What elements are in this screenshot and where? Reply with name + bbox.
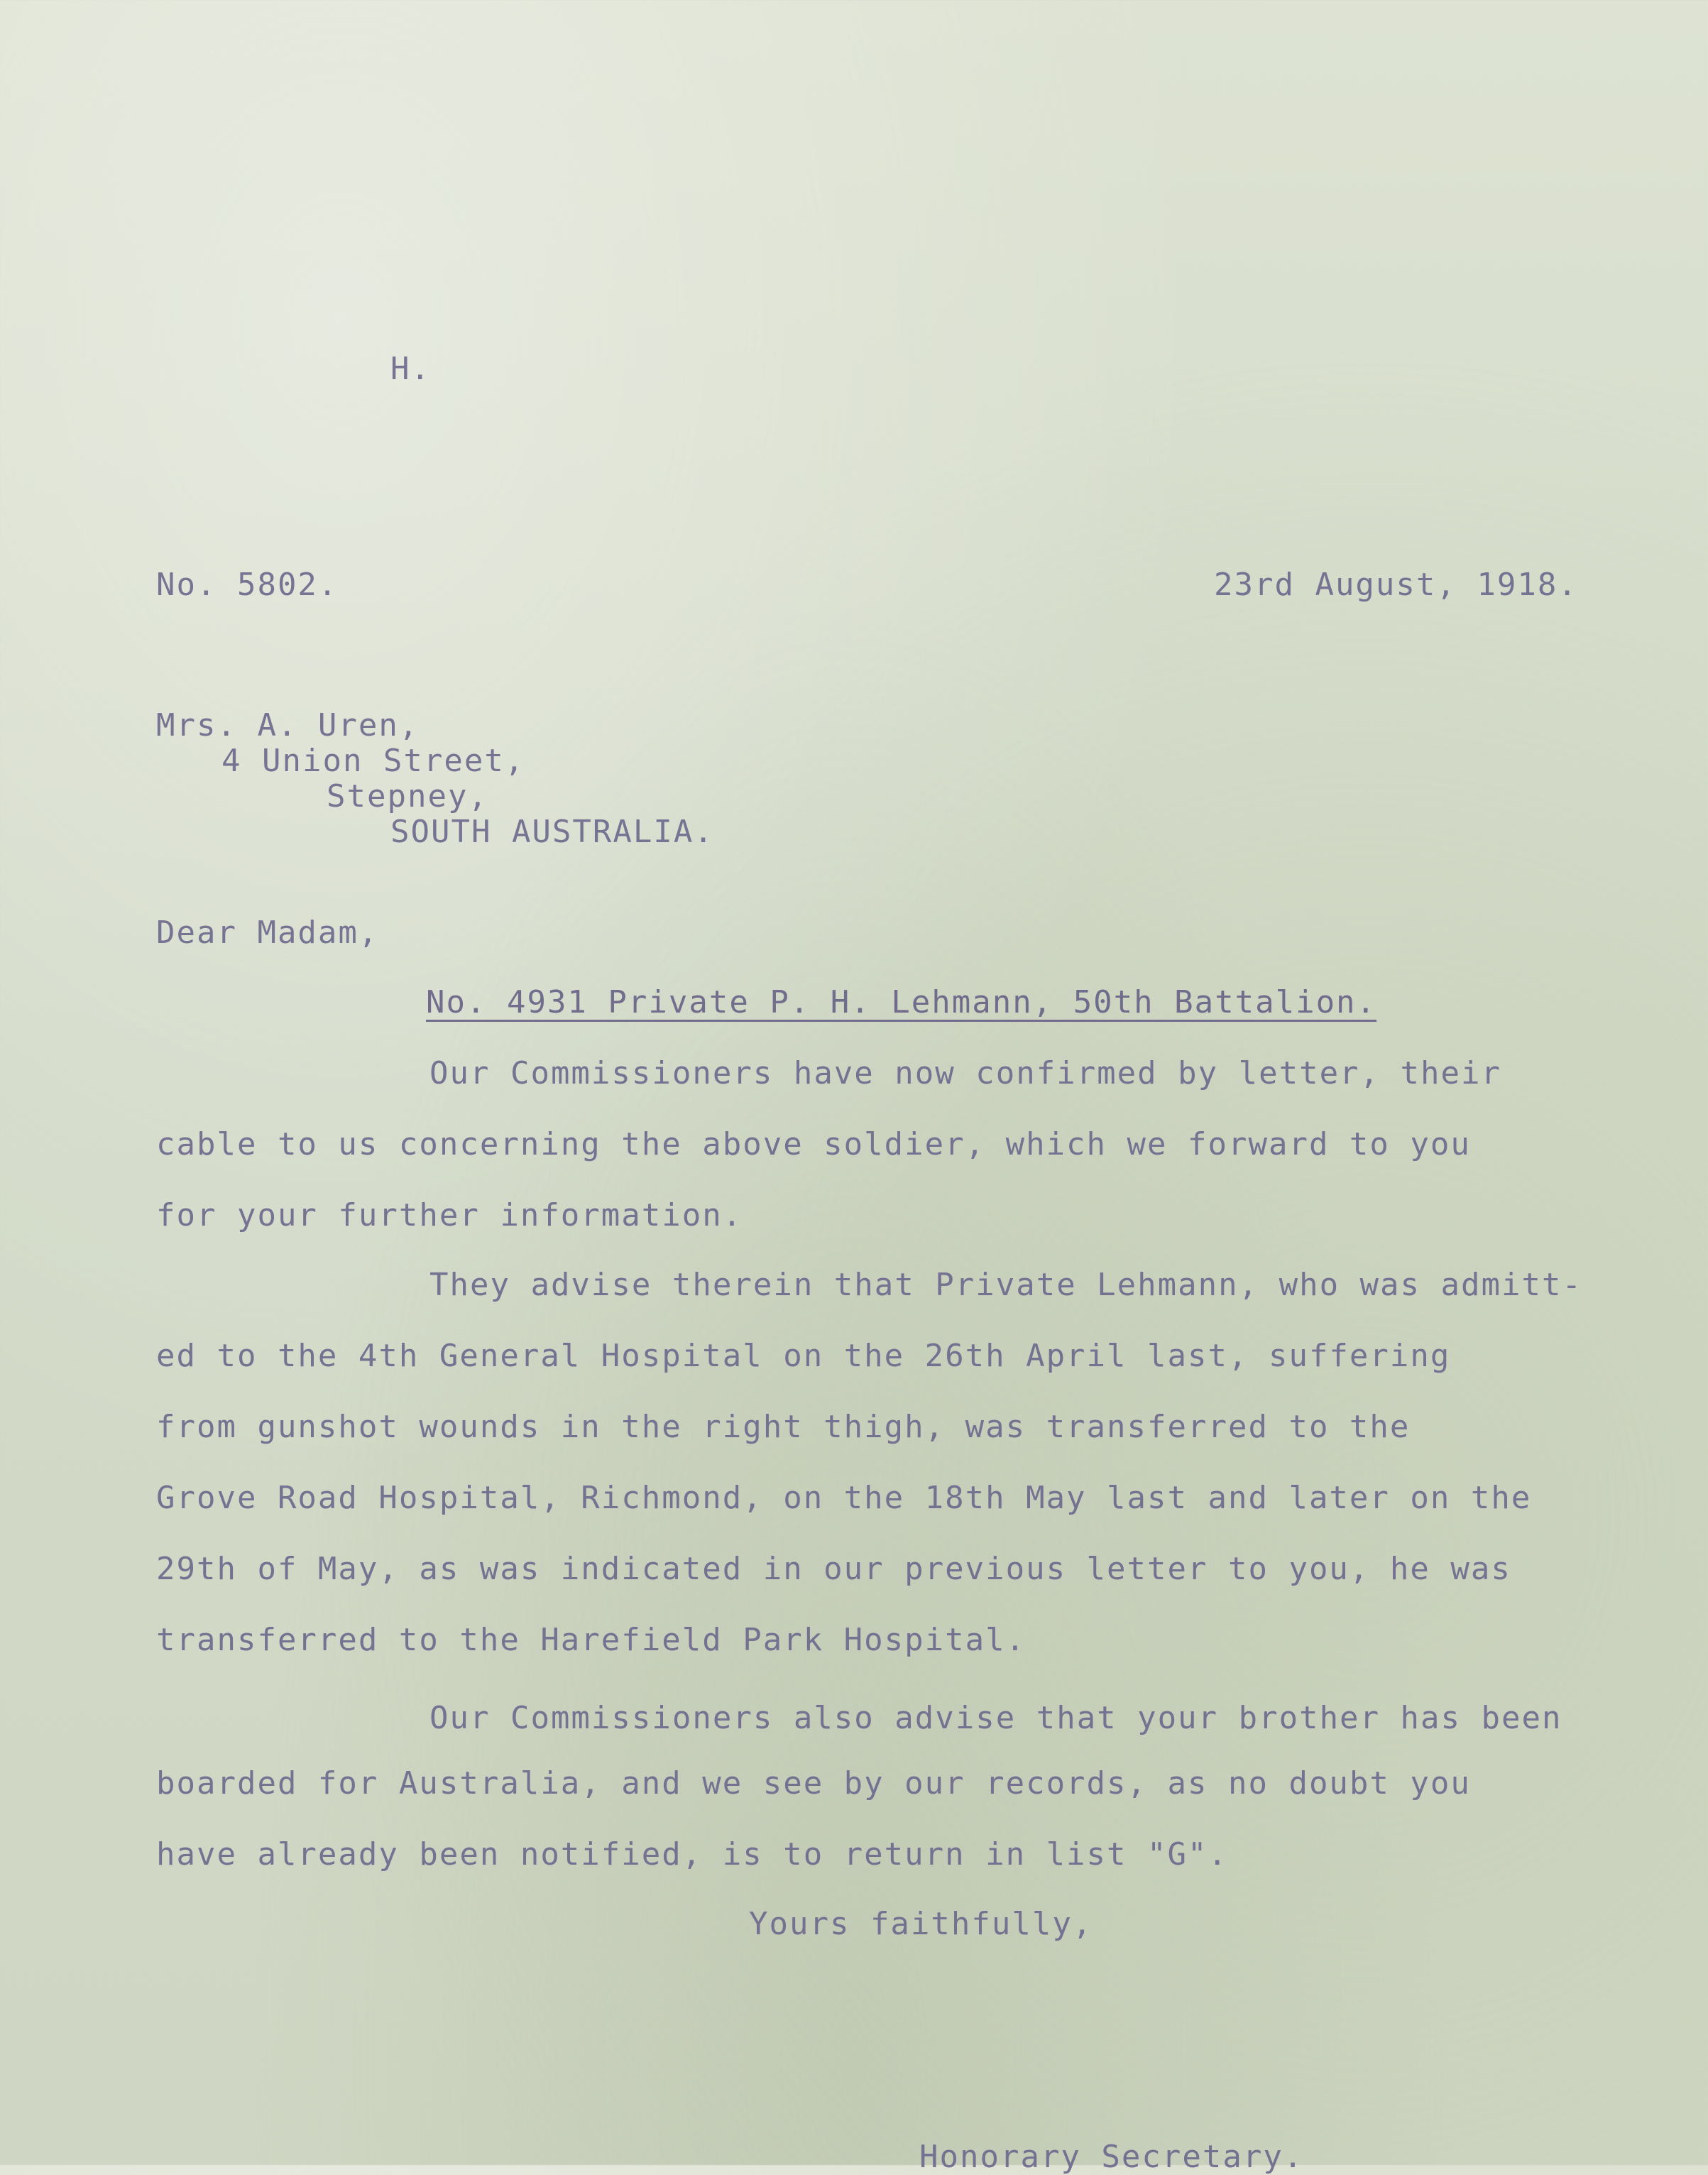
closing: Yours faithfully, [749,1906,1093,1942]
paragraph-line: Our Commissioners also advise that your brother has been [429,1700,1562,1736]
paragraph-line: 29th of May, as was indicated in our previous letter to you, he was [156,1551,1511,1587]
address-line: SOUTH AUSTRALIA. [390,814,714,850]
letter-date: 23rd August, 1918. [1214,567,1578,603]
reference-number: No. 5802. [156,567,339,603]
address-line: Stepney, [327,778,488,814]
paragraph-line: have already been notified, is to return in list "G". [156,1836,1228,1873]
paragraph-line: Grove Road Hospital, Richmond, on the 18th May last and later on the [156,1480,1532,1516]
address-line: Mrs. A. Uren, [156,707,420,743]
paragraph-line: cable to us concerning the above soldier, which we forward to you [156,1126,1471,1162]
paragraph-line: ed to the 4th General Hospital on the 26th April last, suffering [156,1338,1451,1374]
subject-line: No. 4931 Private P. H. Lehmann, 50th Battalion. [426,984,1377,1020]
paragraph-line: Our Commissioners have now confirmed by letter, their [429,1055,1501,1091]
address-line: 4 Union Street, [221,743,525,779]
salutation: Dear Madam, [156,915,379,951]
paragraph-line: They advise therein that Private Lehmann, who was admitt- [429,1267,1582,1303]
file-mark: H. [390,351,431,387]
paragraph-line: boarded for Australia, and we see by our records, as no doubt you [156,1765,1471,1801]
paragraph-line: transferred to the Harefield Park Hospital. [156,1622,1027,1658]
signature-title: Honorary Secretary. [919,2139,1304,2175]
paragraph-line: for your further information. [156,1197,743,1233]
paragraph-line: from gunshot wounds in the right thigh, was transferred to the [156,1409,1411,1445]
